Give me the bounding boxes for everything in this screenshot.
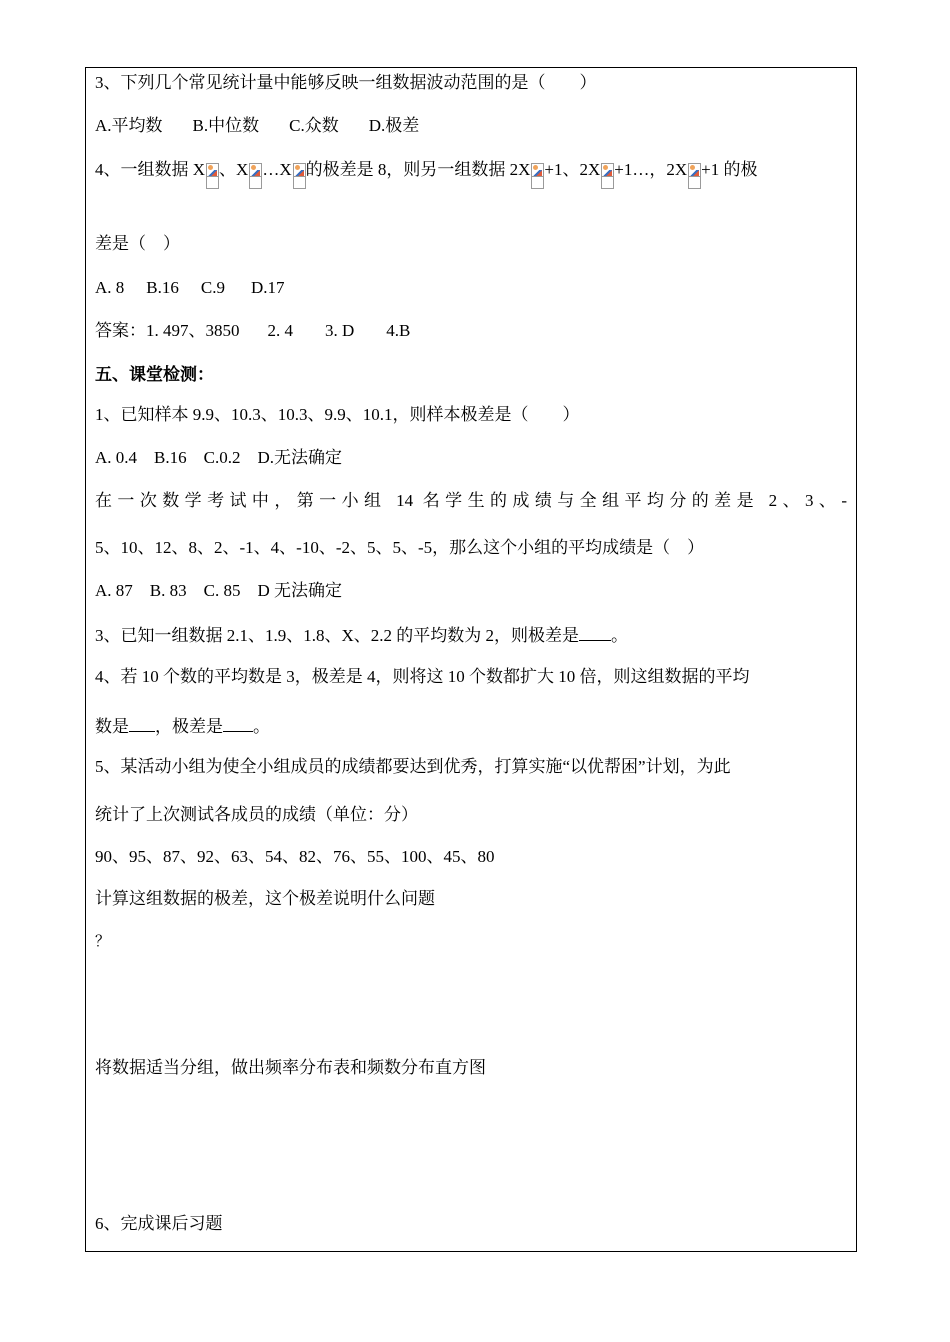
- answer-blank: [129, 713, 155, 732]
- test-5-line2: 统计了上次测试各成员的成绩（单位：分）: [95, 805, 418, 824]
- question-4-options: [95, 276, 285, 300]
- test-2-options: A. 87 B. 83 C. 85 D 无法确定: [95, 581, 342, 600]
- test-3-question: 3、已知一组数据 2.1、1.9、1.8、X、2.2 的平均数为 2，则极差是 。: [95, 622, 628, 648]
- option-a: A.平均数: [95, 116, 163, 135]
- test-1-question: 1、已知样本 9.9、10.3、10.3、9.9、10.1，则样本极差是（ ）: [95, 405, 580, 424]
- test-5-scores: 90、95、87、92、63、54、82、76、55、100、45、80: [95, 847, 495, 866]
- subscript-image-icon: [601, 161, 613, 189]
- test-5-line1: 5、某活动小组为使全小组成员的成绩都要达到优秀，打算实施“以优帮困”计划，为此: [95, 757, 731, 776]
- test-4-line2: 数是 ，极差是 。: [95, 713, 270, 739]
- question-3-title: 3、下列几个常见统计量中能够反映一组数据波动范围的是（ ）: [95, 73, 597, 92]
- test-1-options: A. 0.4 B.16 C.0.2 D.无法确定: [95, 448, 342, 467]
- test-5-subquestion-1: 计算这组数据的极差，这个极差说明什么问题: [95, 889, 435, 908]
- option-a: A. 8: [95, 278, 125, 297]
- option-c: C.众数: [289, 116, 339, 135]
- question-4-line2: 差是（ ）: [95, 234, 180, 253]
- subscript-image-icon: [206, 161, 218, 189]
- test-2-line1: 在一次数学考试中，第一小组 14 名学生的成绩与全组平均分的差是 2、3、-: [95, 491, 847, 510]
- question-3-options: [95, 114, 419, 138]
- test-5-subquestion-1-mark: ？: [95, 934, 111, 950]
- task-6: 6、完成课后习题: [95, 1214, 223, 1233]
- test-5-subquestion-2: 将数据适当分组，做出频率分布表和频数分布直方图: [95, 1058, 486, 1077]
- option-b: B.中位数: [192, 116, 260, 135]
- question-4-line1: 4、一组数据 X 、X …X 的极差是 8，则另一组数据 2X +1、2X +1…，2X +1 的极: [95, 158, 757, 189]
- test-4-line1: 4、若 10 个数的平均数是 3，极差是 4，则将这 10 个数都扩大 10 倍，则这组数据的平均: [95, 667, 750, 686]
- answer-blank: [223, 713, 253, 732]
- subscript-image-icon: [293, 161, 305, 189]
- answer-blank: [579, 622, 611, 641]
- subscript-image-icon: [249, 161, 261, 189]
- option-d: D.17: [250, 278, 285, 297]
- option-d: D.极差: [368, 116, 420, 135]
- test-2-line2: 5、10、12、8、2、-1、4、-10、-2、5、5、-5，那么这个小组的平均成绩是（ ）: [95, 538, 705, 557]
- option-b: B.16: [146, 278, 179, 297]
- subscript-image-icon: [531, 161, 543, 189]
- subscript-image-icon: [688, 161, 700, 189]
- section-heading: 五、课堂检测：: [95, 365, 214, 384]
- answers-line: 答案：1. 497、3850 2. 4 3. D 4.B: [95, 321, 411, 340]
- option-c: C.9: [200, 278, 225, 297]
